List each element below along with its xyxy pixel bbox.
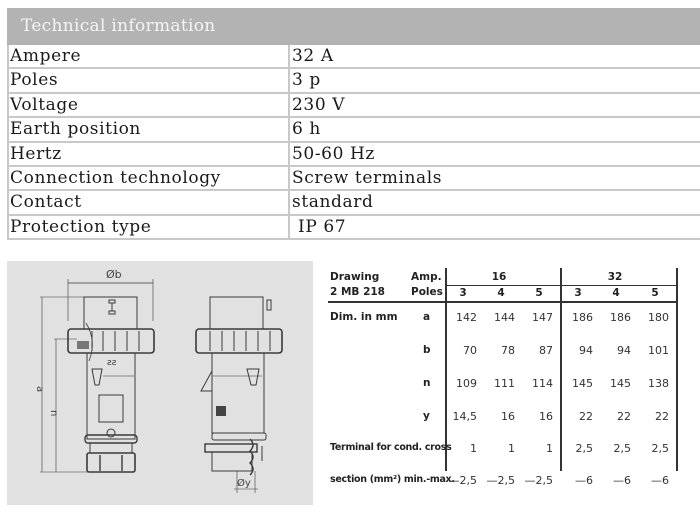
technical-info-table xyxy=(7,8,700,240)
dim-key: b xyxy=(423,344,431,356)
terminal-label-line2: section (mm²) min.-max. xyxy=(330,474,455,485)
row-label: Voltage xyxy=(7,94,290,116)
dimension-table xyxy=(327,268,697,498)
dim-value: 186 xyxy=(610,311,631,324)
dim-value: 111 xyxy=(494,377,515,390)
pole-header: 4 xyxy=(612,287,620,299)
terminal-max-value: —6 xyxy=(613,474,631,487)
dim-label: Dim. in mm xyxy=(330,311,398,323)
dim-key: n xyxy=(423,377,431,389)
terminal-min-value: 2,5 xyxy=(613,442,631,455)
dim-value: 94 xyxy=(579,344,593,357)
dim-value: 94 xyxy=(617,344,631,357)
divider-horizontal xyxy=(447,285,677,286)
terminal-min-value: 1 xyxy=(508,442,515,455)
terminal-min-value: 2,5 xyxy=(651,442,669,455)
dim-value: 114 xyxy=(532,377,553,390)
drawing-code: 2 MB 218 xyxy=(330,286,385,298)
table-row xyxy=(7,216,700,240)
dim-value: 22 xyxy=(617,410,631,423)
divider-vertical xyxy=(676,268,678,471)
drawing-label: Drawing xyxy=(330,271,380,283)
row-label: Ampere xyxy=(7,45,290,67)
dim-value: 147 xyxy=(532,311,553,324)
dim-a-label: a xyxy=(34,386,45,393)
terminal-max-value: —2,5 xyxy=(524,474,553,487)
row-value: Screw terminals xyxy=(292,167,443,188)
terminal-min-value: 1 xyxy=(546,442,553,455)
terminal-min-value: 1 xyxy=(470,442,477,455)
row-label: Hertz xyxy=(7,143,290,165)
row-value: 230 V xyxy=(292,94,346,115)
pole-header: 5 xyxy=(651,287,659,299)
terminal-max-value: —6 xyxy=(651,474,669,487)
amp-32-header: 32 xyxy=(607,271,623,283)
row-label: Earth position xyxy=(7,118,290,140)
dim-value: 22 xyxy=(579,410,593,423)
table-row xyxy=(7,191,700,215)
row-value: 50-60 Hz xyxy=(292,143,375,164)
table-title: Technical information xyxy=(7,8,700,45)
svg-text:ƨƨ: ƨƨ xyxy=(107,358,117,368)
dim-value: 145 xyxy=(572,377,593,390)
row-value: 32 A xyxy=(292,46,334,66)
amp-label: Amp. xyxy=(411,271,442,283)
table-row xyxy=(7,167,700,191)
terminal-min-value: 2,5 xyxy=(575,442,593,455)
divider-horizontal xyxy=(328,301,677,303)
table-row xyxy=(7,69,700,93)
dim-value: 142 xyxy=(456,311,477,324)
dim-value: 138 xyxy=(648,377,669,390)
dim-value: 144 xyxy=(494,311,515,324)
terminal-max-value: —2,5 xyxy=(486,474,515,487)
divider-vertical xyxy=(560,268,562,471)
row-value: standard xyxy=(292,192,374,213)
connector-drawing-svg xyxy=(7,261,313,505)
dim-value: 87 xyxy=(539,344,553,357)
poles-label: Poles xyxy=(411,286,443,298)
dim-value: 22 xyxy=(655,410,669,423)
row-value: 3 p xyxy=(292,70,321,91)
dim-key: a xyxy=(423,311,431,323)
row-label: Poles xyxy=(7,69,290,91)
dim-value: 16 xyxy=(501,410,515,423)
row-value: 6 h xyxy=(292,119,321,140)
row-label: Protection type xyxy=(7,216,290,238)
terminal-max-value: —6 xyxy=(575,474,593,487)
dim-value: 101 xyxy=(648,344,669,357)
connector-technical-drawing xyxy=(7,261,313,505)
terminal-label-line1: Terminal for cond. cross xyxy=(330,442,452,453)
row-label: Connection technology xyxy=(7,167,290,189)
dim-value: 16 xyxy=(539,410,553,423)
table-row xyxy=(7,118,700,142)
dim-value: 14,5 xyxy=(452,410,477,423)
terminal-max-value: —2,5 xyxy=(448,474,477,487)
pole-header: 4 xyxy=(497,287,505,299)
pole-header: 5 xyxy=(535,287,543,299)
dim-value: 180 xyxy=(648,311,669,324)
dim-n-label: n xyxy=(48,410,59,417)
amp-16-header: 16 xyxy=(491,271,507,283)
dia-y-label: Øy xyxy=(237,478,251,489)
dim-value: 145 xyxy=(610,377,631,390)
pole-header: 3 xyxy=(459,287,467,299)
dim-value: 70 xyxy=(463,344,477,357)
dim-key: y xyxy=(423,410,430,422)
row-label: Contact xyxy=(7,191,290,213)
dim-value: 78 xyxy=(501,344,515,357)
table-row xyxy=(7,45,700,69)
table-row xyxy=(7,94,700,118)
dim-value: 109 xyxy=(456,377,477,390)
divider-vertical xyxy=(445,268,447,471)
table-row xyxy=(7,143,700,167)
row-value: IP 67 xyxy=(292,216,347,237)
pole-header: 3 xyxy=(574,287,582,299)
dim-value: 186 xyxy=(572,311,593,324)
dia-b-label: Øb xyxy=(106,268,122,281)
